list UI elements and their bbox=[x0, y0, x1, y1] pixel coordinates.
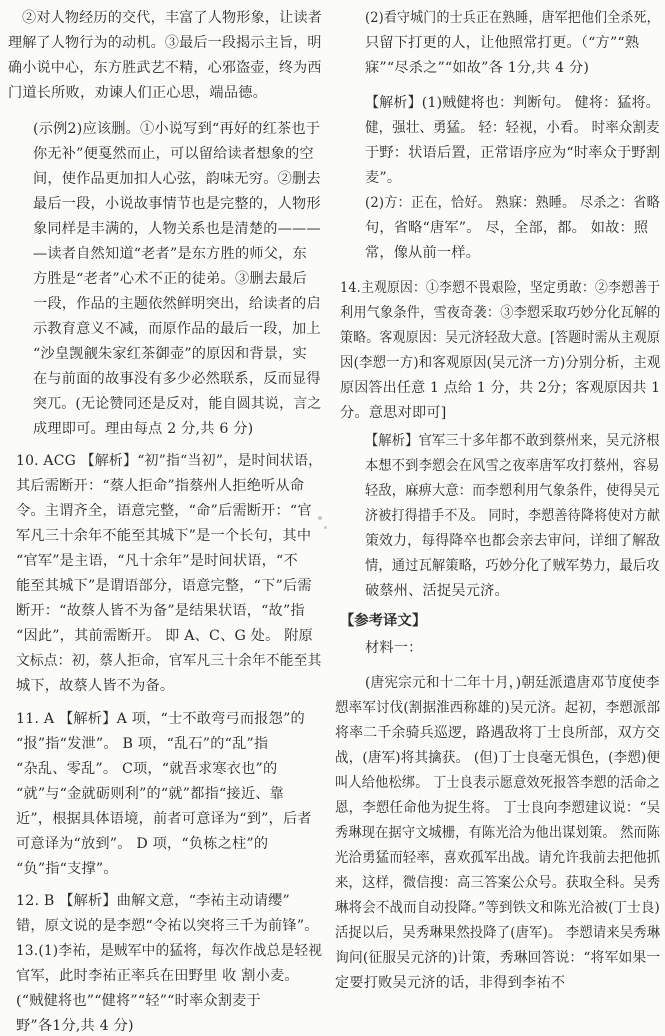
left-text-line: “因此”，其前需断开。 即 A、C、G 处。 附原 bbox=[16, 628, 313, 644]
left-text-line: 野”各1分,共 4 分) bbox=[16, 1018, 134, 1034]
left-text-line: 象同样是丰满的，人物关系也是清楚的——— bbox=[33, 221, 321, 237]
left-text-line: 令。主谓齐全，语意完整，“命”后需断开：“官 bbox=[16, 503, 312, 519]
right-text-line: (2)方：正在，恰好。 熟寐：熟睡。 尽杀之：省略 bbox=[365, 195, 660, 211]
right-text-line: 健，强壮、勇猛。 轻：轻视，小看。 时率众割麦 bbox=[365, 120, 660, 136]
right-text-line: 光洽勇猛而轻率，喜欢孤军出战。请允许我前去把他抓 bbox=[335, 850, 661, 866]
right-text-line: 战，(唐军)将其擒获。 (但)丁士良毫无惧色，(李愬)便 bbox=[335, 750, 661, 766]
right-text-line: (唐宪宗元和十二年十月，)朝廷派遣唐邓节度使李 bbox=[365, 675, 660, 691]
right-text-line: 询问(征服吴元济的)计策，秀琳回答说：“将军如果一 bbox=[335, 950, 661, 966]
left-text-line: 官军，此时李祐正率兵在田野里 收 割小麦。 bbox=[16, 968, 299, 984]
left-text-line: 军凡三十余年不能至其城下”是一个长句，其中 bbox=[16, 528, 312, 544]
left-text-line: 确小说中心，东方胜武艺不精，心邪盗壶，终为西 bbox=[8, 60, 322, 76]
right-text-line: 琳将会不战而自动投降。”等到铁文和陈光洽被(丁士良) bbox=[335, 900, 660, 916]
right-text-line: 秀琳现在据守文城栅，有陈光洽为他出谋划策。 然而陈 bbox=[335, 825, 661, 841]
left-text-line: (“贼健将也”“健将”“轻”“时率众割麦于 bbox=[16, 993, 261, 1009]
left-text-line: “就”与“金就砺则利”的“就”都指“接近、靠 bbox=[16, 786, 284, 802]
left-text-line: ②对人物经历的交代，丰富了人物形象，让读者 bbox=[22, 10, 323, 26]
right-text-line: 【参考译文】 bbox=[340, 613, 427, 629]
left-text-line: “负”指“支撑”。 bbox=[16, 861, 118, 877]
left-text-line: 文标点：初，蔡人拒命，官军凡三十余年不能至其 bbox=[16, 653, 322, 669]
left-text-line: 你无补”便戛然而止，可以留给读者想象的空 bbox=[33, 146, 314, 162]
left-text-line: 间，使作品更加扣人心弦，韵味无穷。②删去 bbox=[33, 171, 321, 187]
left-text-line: “官军”是主语，“凡十余年”是时间状语，“不 bbox=[16, 553, 298, 569]
right-text-line: 只留下打更的人，让他照常打更。（“方”“熟 bbox=[365, 35, 640, 51]
left-text-line: 可意译为“放到”。 D 项，“负栋之柱”的 bbox=[16, 836, 269, 852]
right-text-line: 策效力，每得降卒也都会亲去审问，详细了解敌 bbox=[365, 533, 661, 549]
left-text-line: 近”，根据具体语境，前者可意译为“到”，后者 bbox=[16, 811, 312, 827]
left-text-line: 13.(1)李祐，是贼军中的猛将，每次作战总是轻视 bbox=[16, 943, 323, 959]
right-text-line: 轻敌，麻痹大意：而李愬利用气象条件，使得吴元 bbox=[365, 483, 660, 499]
right-column bbox=[330, 0, 665, 1034]
right-text-line: 济被打得措手不及。 同时，李愬善待降将使对方献 bbox=[365, 508, 661, 524]
right-text-line: 麦”。 bbox=[365, 170, 402, 186]
right-text-line: 愬率军讨伐(割据淮西称雄的)吴元济。起初，李愬派部 bbox=[335, 700, 661, 716]
right-text-line: 来，这样，微信搜：高三答案公众号。获取全科。吴秀 bbox=[335, 875, 661, 891]
right-text-line: 句，省略“唐军”。 尽，全部，都。 如故：照 bbox=[365, 220, 649, 236]
right-text-line: 破蔡州、活捉吴元济。 bbox=[365, 583, 509, 599]
left-text-line: (示例2)应该删。①小说写到“再好的红茶也于 bbox=[33, 121, 321, 137]
right-text-line: 【解析】(1)贼健将也：判断句。 健将：猛将。 bbox=[365, 95, 660, 111]
right-text-line: 恩，李愬任命他为捉生将。 丁士良向李愬建议说：“吴 bbox=[335, 800, 661, 816]
left-text-line: “报”指“发泄”。 B 项，“乱石”的“乱”指 bbox=[16, 736, 269, 752]
right-text-line: 策略。客观原因：吴元济轻敌大意。[答题时需从主观原 bbox=[340, 330, 661, 346]
right-text-line: 情，通过瓦解策略，巧妙分化了贼军势力，最后攻 bbox=[365, 558, 660, 574]
right-text-line: 本想不到李愬会在风雪之夜率唐军攻打蔡州，容易 bbox=[365, 458, 660, 474]
left-text-line: 一段，作品的主题依然鲜明突出，给读者的启 bbox=[33, 296, 321, 312]
left-text-line: 理解了人物行为的动机。③最后一段揭示主旨，明 bbox=[8, 35, 322, 51]
left-text-line: 示教育意义不减，而原作品的最后一段，加上 bbox=[33, 321, 321, 337]
right-text-line: 寐”“尽杀之”“如故”各 1分,共 4 分) bbox=[365, 60, 590, 76]
right-text-line: 【解析】官军三十多年都不敢到蔡州来，吴元济根 bbox=[365, 433, 660, 449]
left-text-line: 错，原文说的是李愬“令祐以突将三千为前锋”。 bbox=[16, 918, 319, 934]
right-text-line: 将率二千余骑兵巡逻，路遇敌将丁士良所部，双方交 bbox=[335, 725, 660, 741]
right-text-line: 于野：状语后置，正常语序应为“时率众于野割 bbox=[365, 145, 661, 161]
right-text-line: 14.主观原因：①李愬不畏艰险，坚定勇敢：②李愬善于 bbox=[340, 280, 661, 296]
left-text-line: 断开：“故蔡人皆不为备”是结果状语，“故”指 bbox=[16, 603, 305, 619]
left-text-line: “杂乱、零乱”。 C项，“就吾求寒衣也”的 bbox=[16, 761, 278, 777]
left-text-line: 能至其城下”是谓语部分，语意完整，“下”后需 bbox=[16, 578, 312, 594]
scan-speck bbox=[318, 516, 322, 520]
right-text-line: 常，像从前一样。 bbox=[365, 245, 481, 261]
right-text-line: 分。意思对即可] bbox=[340, 405, 447, 421]
scan-speck bbox=[324, 526, 327, 529]
left-text-line: —读者自然知道“老者”是东方胜的师父，东 bbox=[33, 246, 307, 262]
left-text-line: 在与前面的故事没有多少必然联系，反而显得 bbox=[33, 371, 321, 387]
left-text-line: 门道长所败，劝谏人们正心思，端品德。 bbox=[8, 85, 267, 101]
right-text-line: 原因答出任意 1 点给 1 分，共 2分；客观原因共 1 bbox=[340, 380, 661, 396]
right-text-line: 因(李愬一方)和客观原因(吴元济一方)分别分析，主观 bbox=[340, 355, 661, 371]
left-text-line: 突兀。(无论赞同还是反对，能自圆其说，言之 bbox=[33, 396, 322, 412]
right-text-line: 材料一： bbox=[365, 640, 423, 656]
left-text-line: 方胜是“老者”心术不正的徒弟。③删去最后 bbox=[33, 271, 307, 287]
right-text-line: 利用气象条件，雪夜奇袭：③李愬采取巧妙分化瓦解的 bbox=[340, 305, 661, 321]
right-text-line: 叫人给他松绑。 丁士良表示愿意效死报答李愬的活命之 bbox=[335, 775, 661, 791]
left-text-line: 最后一段，小说故事情节也是完整的，人物形 bbox=[33, 196, 321, 212]
right-text-line: (2)看守城门的士兵正在熟睡，唐军把他们全杀死， bbox=[365, 10, 660, 26]
left-text-line: 10. ACG 【解析】“初”指“当初”，是时间状语， bbox=[16, 453, 323, 469]
left-text-line: 其后需断开：“蔡人拒命”指蔡州人拒绝听从命 bbox=[16, 478, 305, 494]
left-text-line: 城下，故蔡人皆不为备。 bbox=[16, 678, 175, 694]
left-column bbox=[0, 0, 330, 1034]
left-text-line: “沙皇觊觎朱家红茶御壶”的原因和背景，实 bbox=[33, 346, 307, 362]
left-text-line: 成理即可。理由每点 2 分,共 6 分) bbox=[33, 421, 254, 437]
right-text-line: 定要打败吴元济的话，非得到李祐不 bbox=[335, 975, 566, 991]
left-text-line: 12. B 【解析】曲解文意，“李祐主动请缨” bbox=[16, 893, 290, 909]
right-text-line: 活捉以后，吴秀琳果然投降了(唐军)。 李愬请来吴秀琳 bbox=[335, 925, 661, 941]
left-text-line: 11. A 【解析】A 项，“士不敢弯弓而报怨”的 bbox=[16, 711, 305, 727]
